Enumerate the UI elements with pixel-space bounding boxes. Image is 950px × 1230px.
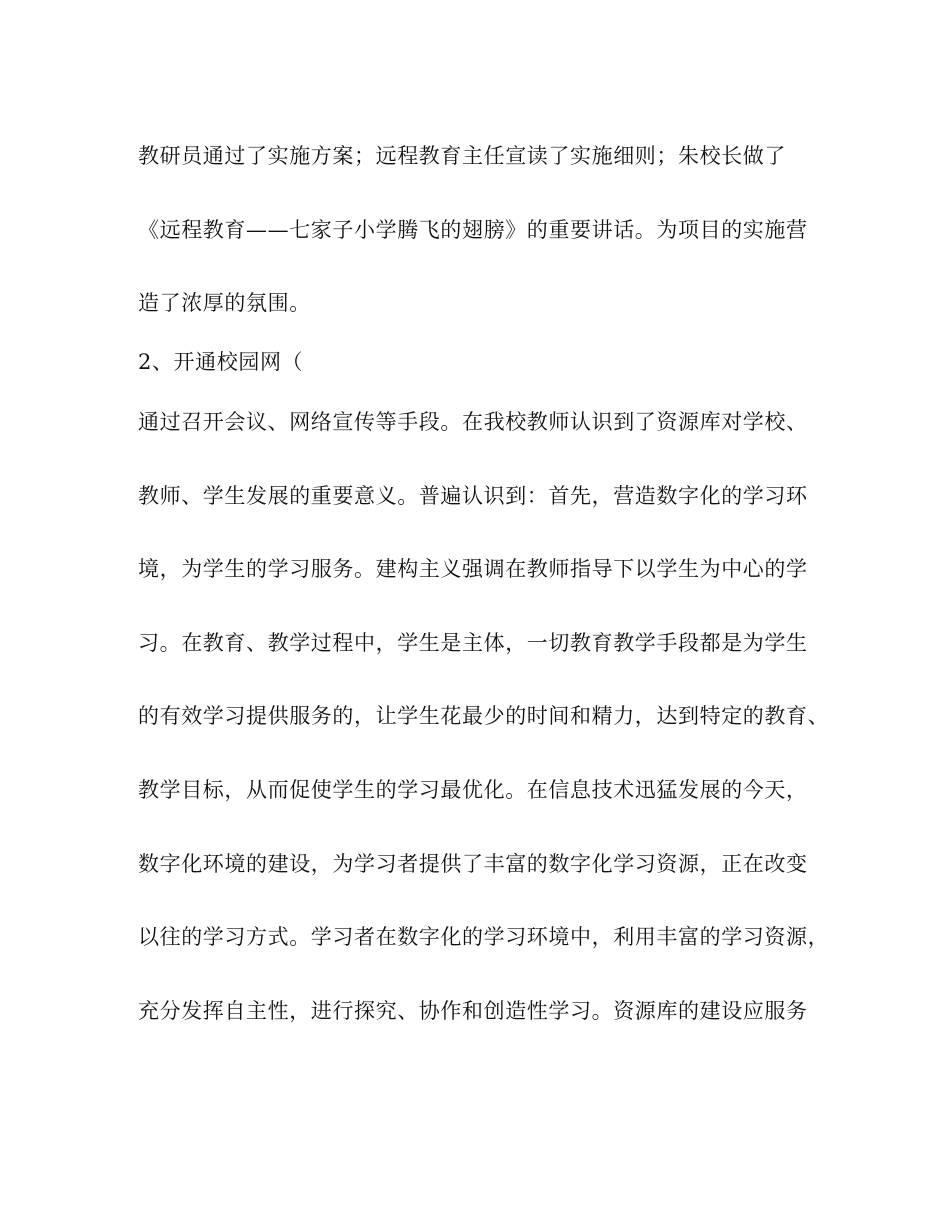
paragraph-line: 造了浓厚的氛围。 bbox=[138, 291, 311, 315]
paragraph-line: 教研员通过了实施方案；远程教育主任宣读了实施细则；朱校长做了 bbox=[138, 144, 786, 168]
paragraph-line: 数字化环境的建设，为学习者提供了丰富的数字化学习资源，正在改变 bbox=[138, 852, 808, 876]
paragraph-line: 充分发挥自主性，进行探究、协作和创造性学习。资源库的建设应服务 bbox=[138, 999, 808, 1023]
paragraph-line: 教师、学生发展的重要意义。普遍认识到：首先，营造数字化的学习环 bbox=[138, 484, 808, 508]
paragraph-line: 的有效学习提供服务的，让学生花最少的时间和精力，达到特定的教育、 bbox=[138, 704, 830, 728]
paragraph-line: 通过召开会议、网络宣传等手段。在我校教师认识到了资源库对学校、 bbox=[138, 410, 808, 434]
paragraph-line: 习。在教育、教学过程中，学生是主体，一切教育教学手段都是为学生 bbox=[138, 631, 808, 655]
section-heading: 2、开通校园网（ bbox=[138, 350, 304, 374]
paragraph-line: 境，为学生的学习服务。建构主义强调在教师指导下以学生为中心的学 bbox=[138, 557, 808, 581]
paragraph-line: 《远程教育——七家子小学腾飞的翅膀》的重要讲话。为项目的实施营 bbox=[138, 218, 808, 242]
paragraph-line: 教学目标，从而促使学生的学习最优化。在信息技术迅猛发展的今天， bbox=[138, 778, 808, 802]
paragraph-line: 以往的学习方式。学习者在数字化的学习环境中，利用丰富的学习资源， bbox=[138, 925, 830, 949]
